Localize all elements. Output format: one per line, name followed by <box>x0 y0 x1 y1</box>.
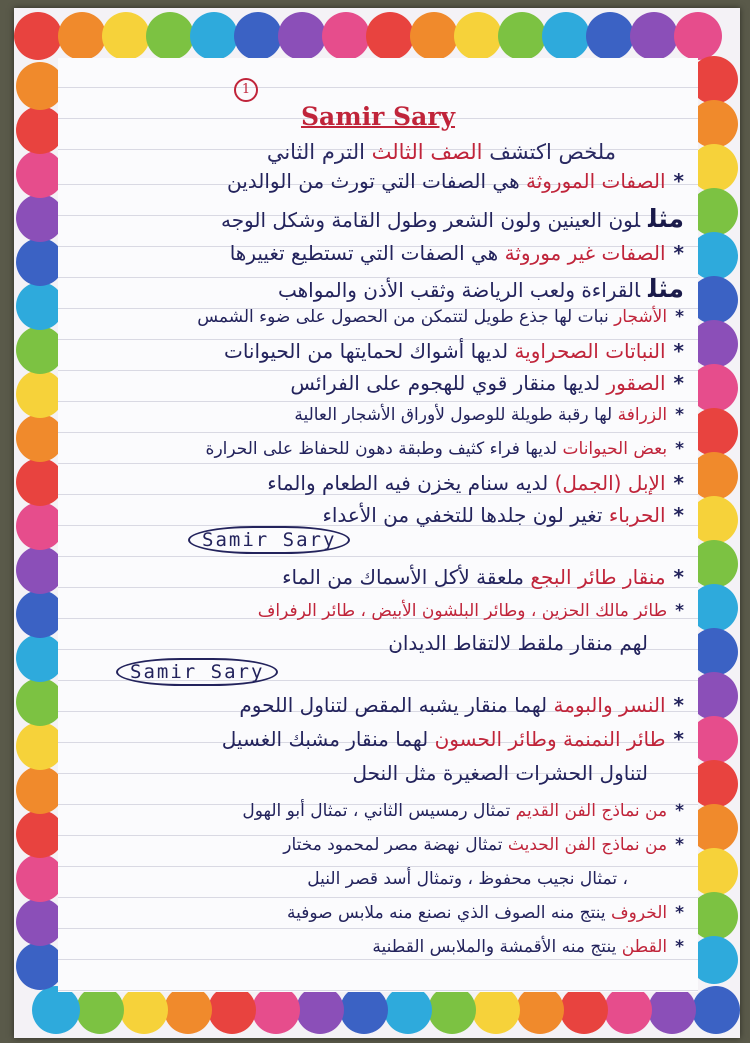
note-line: *الزرافة لها رقبة طويلة للوصول لأوراق الأشجار العالية <box>294 405 684 425</box>
note-line: ، تمثال نجيب محفوظ ، وتمثال أسد قصر النيل <box>307 869 628 889</box>
note-line: مثللون العينين ولون الشعر وطول القامة وشكل الوجه <box>220 204 684 233</box>
note-line: *من نماذج الفن القديم تمثال رمسيس الثاني ، تمثال أبو الهول <box>242 801 684 821</box>
border-dot <box>428 986 476 1034</box>
border-dot <box>16 62 64 110</box>
border-dot <box>16 238 64 286</box>
signature-stamp: Samir Sary <box>188 526 350 554</box>
border-dot <box>674 12 722 60</box>
border-dot <box>164 986 212 1034</box>
border-dot <box>692 986 740 1034</box>
border-dot <box>16 898 64 946</box>
border-dot <box>340 986 388 1034</box>
lined-content-area <box>58 58 698 992</box>
border-dot <box>648 986 696 1034</box>
border-dot <box>498 12 546 60</box>
note-line: *الخروف ينتج منه الصوف الذي نصنع منه ملابس صوفية <box>287 903 684 923</box>
page-number: 1 <box>234 78 258 102</box>
note-line: مثلالقراءة ولعب الرياضة وثقب الأذن والمواهب <box>277 274 684 303</box>
border-dot <box>410 12 458 60</box>
border-dot <box>16 282 64 330</box>
border-dot <box>58 12 106 60</box>
border-dot <box>604 986 652 1034</box>
note-line: *النسر والبومة لهما منقار يشبه المقص لتناول اللحوم <box>239 693 684 717</box>
note-line: لتناول الحشرات الصغيرة مثل النحل <box>352 761 648 785</box>
border-dot <box>384 986 432 1034</box>
border-dot <box>560 986 608 1034</box>
border-dot <box>630 12 678 60</box>
note-line: لهم منقار ملقط لالتقاط الديدان <box>388 631 648 655</box>
border-dot <box>16 150 64 198</box>
note-line: *بعض الحيوانات لديها فراء كثيف وطبقة دهون للحفاظ على الحرارة <box>205 439 684 459</box>
page-subtitle: ملخص اكتشف الصف الثالث الترم الثاني <box>266 140 616 164</box>
border-dot <box>322 12 370 60</box>
note-line: *الصقور لديها منقار قوي للهجوم على الفرائس <box>290 371 684 395</box>
border-dot <box>190 12 238 60</box>
border-dot <box>16 414 64 462</box>
border-dot <box>120 986 168 1034</box>
note-line: *النباتات الصحراوية لديها أشواك لحمايتها من الحيوانات <box>223 339 684 363</box>
border-dot <box>146 12 194 60</box>
border-dot <box>102 12 150 60</box>
border-dot <box>586 12 634 60</box>
border-dot <box>16 678 64 726</box>
note-line: *الإبل (الجمل) لديه سنام يخزن فيه الطعام والماء <box>267 471 684 495</box>
border-dot <box>16 106 64 154</box>
border-dot <box>14 12 62 60</box>
page-title: Samir Sary <box>300 102 456 131</box>
border-dot <box>472 986 520 1034</box>
note-line: *منقار طائر البجع ملعقة لأكل الأسماك من الماء <box>282 565 684 589</box>
note-line: *القطن ينتج منه الأقمشة والملابس القطنية <box>372 937 684 957</box>
border-dot <box>516 986 564 1034</box>
note-line: *طائر مالك الحزين ، وطائر البلشون الأبيض ، طائر الرفراف <box>257 601 684 621</box>
note-line: *الصفات الموروثة هي الصفات التي تورث من الوالدين <box>226 169 684 193</box>
border-dot <box>16 502 64 550</box>
border-dot <box>16 326 64 374</box>
border-dot <box>16 546 64 594</box>
border-dot <box>454 12 502 60</box>
border-dot <box>76 986 124 1034</box>
border-dot <box>16 370 64 418</box>
border-dot <box>252 986 300 1034</box>
border-dot <box>296 986 344 1034</box>
border-dot <box>32 986 80 1034</box>
notebook-page <box>14 8 740 1038</box>
border-dot <box>16 810 64 858</box>
border-dot <box>542 12 590 60</box>
border-dot <box>16 194 64 242</box>
note-line: *من نماذج الفن الحديث تمثال نهضة مصر لمحمود مختار <box>283 835 684 855</box>
signature-stamp: Samir Sary <box>116 658 278 686</box>
note-line: *الأشجار نبات لها جذع طويل لتتمكن من الحصول على ضوء الشمس <box>197 307 684 327</box>
note-line: *طائر النمنمة وطائر الحسون لهما منقار مشبك الغسيل <box>221 727 684 751</box>
border-dot <box>16 458 64 506</box>
border-dot <box>366 12 414 60</box>
note-line: *الصفات غير موروثة هي الصفات التي تستطيع تغييرها <box>229 241 684 265</box>
border-dot <box>16 942 64 990</box>
border-dot <box>208 986 256 1034</box>
border-dot <box>278 12 326 60</box>
border-dot <box>234 12 282 60</box>
note-line: *الحرباء تغير لون جلدها للتخفي من الأعداء <box>322 503 684 527</box>
